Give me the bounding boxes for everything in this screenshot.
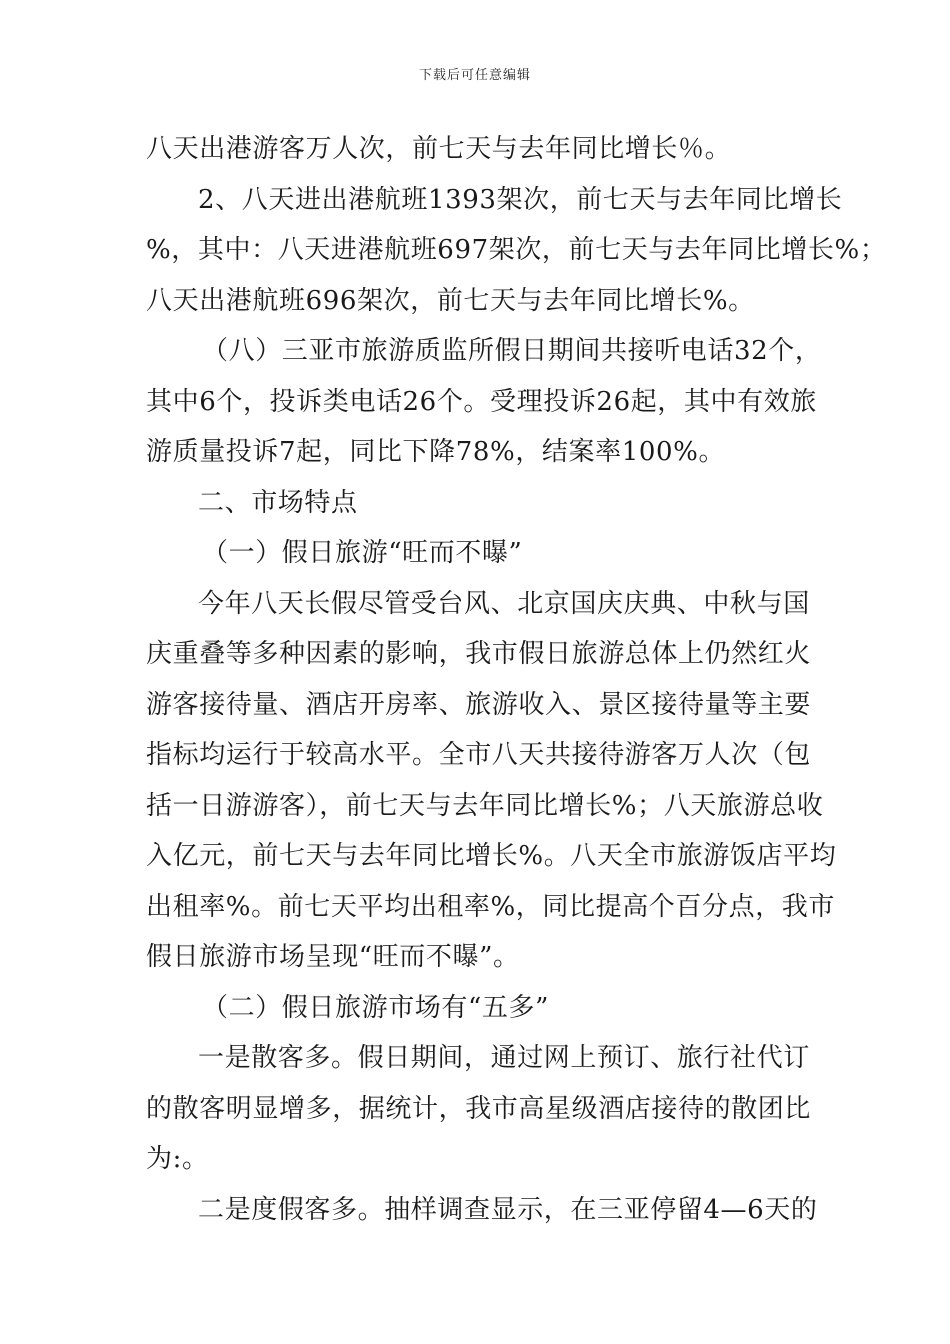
header-note: 下载后可任意编辑 — [418, 68, 531, 83]
section-heading: 二、市场特点 — [198, 487, 358, 518]
paragraph-line: 入亿元，前七天与去年同比增长%。八天全市旅游饭店平均 — [146, 841, 837, 871]
paragraph-line: 游质量投诉7起，同比下降78%，结案率100%。 — [146, 437, 726, 467]
paragraph-line: 假日旅游市场呈现“旺而不曝”。 — [146, 942, 520, 972]
subsection-heading: （二）假日旅游市场有“五多” — [202, 992, 549, 1023]
paragraph-line: 八天出港游客万人次，前七天与去年同比增长％。 — [146, 134, 732, 164]
body-text — [146, 124, 887, 1235]
paragraph-line: （八）三亚市旅游质监所假日期间共接听电话32个， — [202, 336, 822, 366]
paragraph-line: 的散客明显增多，据统计，我市高星级酒店接待的散团比 — [146, 1093, 812, 1124]
paragraph-line: 二是度假客多。抽样调查显示，在三亚停留4—6天的 — [198, 1194, 818, 1225]
paragraph-line: 括一日游游客），前七天与去年同比增长%；八天旅游总收 — [146, 790, 824, 821]
paragraph-line: 出租率%。前七天平均出租率%，同比提高个百分点，我市 — [146, 891, 836, 922]
paragraph-line: 庆重叠等多种因素的影响，我市假日旅游总体上仍然红火 — [146, 639, 812, 669]
paragraph-line: 其中6个，投诉类电话26个。受理投诉26起，其中有效旅 — [146, 386, 817, 417]
paragraph-line: 指标均运行于较高水平。全市八天共接待游客万人次（包 — [146, 740, 812, 770]
paragraph-line: 今年八天长假尽管受台风、北京国庆庆典、中秋与国 — [198, 588, 810, 619]
paragraph-line: 八天出港航班696架次，前七天与去年同比增长%。 — [146, 285, 755, 316]
subsection-heading: （一）假日旅游“旺而不曝” — [202, 538, 523, 568]
paragraph-line: %，其中：八天进港航班697架次，前七天与去年同比增长%； — [146, 235, 887, 265]
paragraph-line: 游客接待量、酒店开房率、旅游收入、景区接待量等主要 — [146, 689, 812, 720]
paragraph-line: 一是散客多。假日期间，通过网上预订、旅行社代订 — [198, 1043, 810, 1073]
paragraph-line: 2、八天进出港航班1393架次，前七天与去年同比增长 — [198, 184, 843, 215]
paragraph-line: 为:。 — [146, 1144, 209, 1174]
